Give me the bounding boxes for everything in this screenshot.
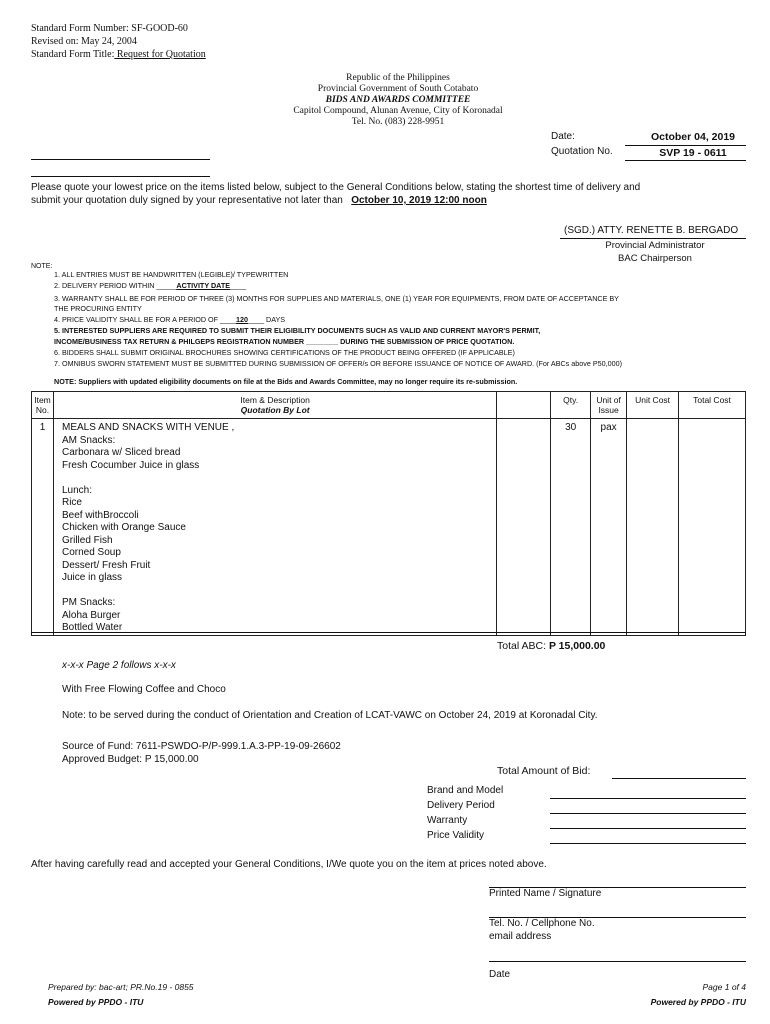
acceptance-text: After having carefully read and accepted your General Conditions, I/We quote you on the item at prices noted above. xyxy=(31,859,547,870)
description-line: Lunch: xyxy=(61,484,93,496)
agency-line-3: BIDS AND AWARDS COMMITTEE xyxy=(325,95,471,105)
header-unit-cost: Unit Cost xyxy=(627,392,679,419)
brand-model-field[interactable] xyxy=(550,798,746,799)
total-bid-line[interactable] xyxy=(612,778,746,779)
description-line: MEALS AND SNACKS WITH VENUE , xyxy=(61,422,235,433)
row-item-no: 1 xyxy=(32,419,54,636)
form-revised: Revised on: May 24, 2004 xyxy=(31,36,137,47)
powered-by-left: Powered by PPDO - ITU xyxy=(48,997,144,1007)
header-total-cost: Total Cost xyxy=(679,392,746,419)
note-3a: 3. WARRANTY SHALL BE FOR PERIOD OF THREE (3) MONTHS FOR SUPPLIES AND MATERIALS, ONE (1) YEAR FOR EQUIPMENTS, FROM DATE OF ACCEPTANCE BY xyxy=(54,294,619,303)
notes-heading: NOTE: xyxy=(31,263,53,270)
email-label: email address xyxy=(489,931,552,942)
note-2-prefix: 2. DELIVERY PERIOD WITHIN xyxy=(54,281,155,290)
form-title-value: Request for Quotation xyxy=(114,49,206,60)
description-line: Carbonara w/ Sliced bread xyxy=(61,447,181,458)
header-description-label: Item & Description xyxy=(240,395,310,405)
quotation-value: SVP 19 - 0611 xyxy=(659,147,727,159)
total-abc xyxy=(497,640,605,652)
row-description xyxy=(53,419,496,636)
form-number: Standard Form Number: SF-GOOD-60 xyxy=(31,23,188,34)
row-blank xyxy=(497,419,551,636)
quotation-label: Quotation No. xyxy=(551,146,613,157)
note-6: 6. BIDDERS SHALL SUBMIT ORIGINAL BROCHURES SHOWING CERTIFICATIONS OF THE PRODUCT BEING OFFERED (IF APPLICABLE) xyxy=(54,348,515,357)
note-2: 2. DELIVERY PERIOD WITHIN _____ACTIVITY DATE____ xyxy=(54,281,247,290)
price-validity-field[interactable] xyxy=(550,843,746,844)
signatory-underline xyxy=(560,238,746,239)
note-5a: 5. INTERESTED SUPPLIERS ARE REQUIRED TO SUBMIT THEIR ELIGIBILITY DOCUMENTS SUCH AS VALID AND CURRENT MAYOR'S PERMIT, xyxy=(54,326,541,335)
date-sign-line[interactable] xyxy=(489,961,746,962)
agency-block xyxy=(200,73,596,128)
signatory-title-2: BAC Chairperson xyxy=(618,253,692,264)
intro-text xyxy=(31,181,743,207)
intro-line-1: Please quote your lowest price on the items listed below, subject to the General Conditions below, stating the shortest time of delivery and xyxy=(31,182,641,193)
header-description-sub: Quotation By Lot xyxy=(240,405,310,415)
table-header-row xyxy=(32,392,746,419)
note-4-value: 120 xyxy=(236,315,249,324)
form-title-prefix: Standard Form Title: xyxy=(31,49,115,60)
intro-line-2 xyxy=(31,194,743,207)
total-abc-label: Total ABC: xyxy=(497,640,547,652)
addressee-line-2 xyxy=(31,176,210,177)
prepared-by: Prepared by: bac-art; PR.No.19 - 0855 xyxy=(48,982,194,992)
row-total-cost xyxy=(679,419,746,636)
intro-line-2-text: submit your quotation duly signed by your representative not later than xyxy=(31,195,343,206)
price-validity-label: Price Validity xyxy=(427,830,485,841)
description-line: Corned Soup xyxy=(61,547,121,558)
delivery-period-field[interactable] xyxy=(550,813,746,814)
description-line: Aloha Burger xyxy=(61,609,121,621)
description-line: Grilled Fish xyxy=(61,534,113,546)
note-4-suffix: DAYS xyxy=(266,315,286,324)
description-line xyxy=(62,472,496,485)
description-line: Dessert/ Fresh Fruit xyxy=(61,559,151,571)
note-suppliers: NOTE: Suppliers with updated eligibility documents on file at the Bids and Awards Committee, may no longer require its re-submission. xyxy=(54,377,518,386)
tel-label: Tel. No. / Cellphone No. xyxy=(489,918,595,929)
warranty-label: Warranty xyxy=(427,815,468,826)
approved-budget: Approved Budget: P 15,000.00 xyxy=(62,754,199,765)
printed-name-label: Printed Name / Signature xyxy=(489,888,602,899)
lower-section-line xyxy=(31,632,746,633)
agency-line-1: Republic of the Philippines xyxy=(346,73,450,83)
row-qty: 30 xyxy=(551,419,591,636)
total-bid-label: Total Amount of Bid: xyxy=(497,765,591,777)
signatory-name: (SGD.) ATTY. RENETTE B. BERGADO xyxy=(564,225,739,236)
header-description xyxy=(53,392,496,419)
agency-line-2: Provincial Government of South Cotabato xyxy=(317,84,479,94)
header-blank xyxy=(497,392,551,419)
description-line: PM Snacks: xyxy=(61,597,116,608)
description-line: Chicken with Orange Sauce xyxy=(61,522,186,533)
table-row xyxy=(32,419,746,636)
powered-by-right: Powered by PPDO - ITU xyxy=(650,997,746,1007)
description-line: Beef withBroccoli xyxy=(61,509,139,521)
header-qty: Qty. xyxy=(551,392,591,419)
serving-note: Note: to be served during the conduct of Orientation and Creation of LCAT-VAWC on October 24, 2019 at Koronadal City. xyxy=(62,710,598,721)
date-sign-label: Date xyxy=(489,969,511,980)
description-line: Rice xyxy=(61,497,82,508)
page-follows: x-x-x Page 2 follows x-x-x xyxy=(62,660,176,671)
description-line: Juice in glass xyxy=(61,572,123,583)
date-underline xyxy=(625,145,746,146)
note-4-prefix: 4. PRICE VALIDITY SHALL BE FOR A PERIOD OF xyxy=(54,315,219,324)
warranty-field[interactable] xyxy=(550,828,746,829)
delivery-period-label: Delivery Period xyxy=(427,800,495,811)
date-value: October 04, 2019 xyxy=(650,131,736,143)
row-unit: pax xyxy=(591,419,627,636)
note-7: 7. OMNIBUS SWORN STATEMENT MUST BE SUBMITTED DURING SUBMISSION OF OFFER/s OR BEFORE ISSUANCE OF NOTICE OF AWARD. (For ABCs above P50,000) xyxy=(54,359,623,368)
description-line: AM Snacks: xyxy=(61,434,116,446)
note-2-value: ACTIVITY DATE xyxy=(176,281,231,290)
total-abc-value: P 15,000.00 xyxy=(548,640,606,652)
description-line: Fresh Cocumber Juice in glass xyxy=(61,459,200,471)
note-4: 4. PRICE VALIDITY SHALL BE FOR A PERIOD OF ____120____ DAYS xyxy=(54,315,286,324)
note-3b: THE PROCURING ENTITY xyxy=(54,304,142,313)
brand-model-label: Brand and Model xyxy=(427,785,504,796)
quotation-table xyxy=(31,391,746,636)
row-unit-cost xyxy=(627,419,679,636)
free-coffee: With Free Flowing Coffee and Choco xyxy=(62,684,226,695)
page-number: Page 1 of 4 xyxy=(702,982,746,992)
note-1: 1. ALL ENTRIES MUST BE HANDWRITTEN (LEGIBLE)/ TYPEWRITTEN xyxy=(54,270,289,279)
agency-line-4: Capitol Compound, Alunan Avenue, City of Koronadal xyxy=(293,106,503,116)
addressee-line-1 xyxy=(31,159,210,160)
source-of-fund: Source of Fund: 7611-PSWDO-P/P-999.1.A.3-PP-19-09-26602 xyxy=(62,741,341,752)
header-unit: Unit of Issue xyxy=(591,392,627,419)
deadline: October 10, 2019 12:00 noon xyxy=(351,195,487,206)
note-5b: INCOME/BUSINESS TAX RETURN & PHILGEPS REGISTRATION NUMBER ________ DURING THE SUBMISSION OF PRICE QUOTATION. xyxy=(54,337,515,346)
date-label: Date: xyxy=(551,131,575,142)
description-line: Bottled Water xyxy=(61,622,123,633)
header-item-no: Item No. xyxy=(32,392,54,419)
quotation-underline xyxy=(625,160,746,161)
description-line xyxy=(62,585,496,598)
form-title xyxy=(31,48,206,61)
agency-line-5: Tel. No. (083) 228-9951 xyxy=(351,117,445,127)
signatory-title-1: Provincial Administrator xyxy=(605,240,705,251)
